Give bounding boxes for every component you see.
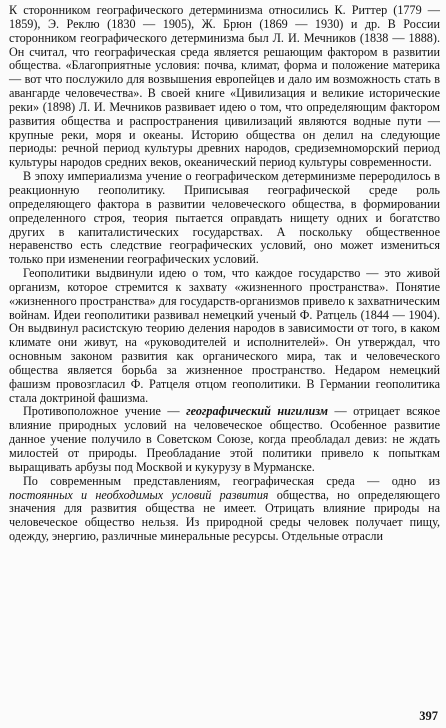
emphasis-necessary-conditions: постоянных и необходимых условий развития xyxy=(9,487,269,502)
paragraph-3: Геополитики выдвинули идею о том, что каждое государство — это живой организм, которое стремится к захвату «жизненного пространства». Понятие «жизненного пространства» для государств-организмов привело к захватническим войнам. Идеи геополитики развивал немецкий ученый Ф. Ратцель (1844 — 1904). Он выдвинул расистскую теорию деления народов в зависимости от того, в каком климате они живут, на «руководителей и исполнителей». Он утверждал, что основным законом развития как органического мира, так и человеческого общества является борьба за жизненное пространство. Недаром немецкий фашизм провозгласил Ф. Ратцеля отцом геополитики. В Германии геополитика стала доктриной фашизма. xyxy=(9,266,440,405)
paragraph-4-lead: Противоположное учение — xyxy=(23,404,187,419)
paragraph-5 xyxy=(9,475,440,544)
paragraph-2: В эпоху империализма учение о географическом детерминизме переродилось в реакционную геополитику. Приписывая географической среде роль определяющего фактора в развитии человеческого общества, в формировании определенного строя, теория пытается оправдать нищету одних и богатство других в капиталистических государствах. А поскольку общественное неравенство есть следствие географических условий, оно может измениться только при изменении географических условий. xyxy=(9,169,440,267)
paragraph-4 xyxy=(9,405,440,474)
paragraph-1: К сторонником географического детерминизма относились К. Риттер (1779 — 1859), Э. Реклю (1830 — 1905), Ж. Брюн (1869 — 1930) и др. В России сторонником географического детерминизма был Л. И. Мечников (1838 — 1888). Он считал, что географическая среда является решающим фактором в развитии общества. «Благоприятные условия: почва, климат, форма и положение материка — вот что послужило для возвышения европейцев и дало им возможность стать в авангарде человечества». В своей книге «Цивилизация и великие исторические реки» (1898) Л. И. Мечников развивает идею о том, что определяющим фактором развития общества и распространения цивилизаций являются водные пути — крупные реки, моря и океаны. Историю общества он делил на следующие периоды: речной период культуры древних народов, средиземноморский период культуры народов средних веков, океанический период культуры современности. xyxy=(9,3,440,170)
page-number: 397 xyxy=(419,709,438,723)
paragraph-4-rest: — отрицает всякое влияние природных условий на человеческое общество. Особенное развитие данное учение получило в Советском Союзе, когда преобладал девиз: не ждать милостей от природы. Преобладание этой политики привело к попыткам выращивать арбузы под Москвой и кукурузу в Мурманске. xyxy=(9,404,440,474)
paragraph-5-rest: общества, но определяющего значения для развития общества не имеет. Отрицать влияние природы на человеческое общество нельзя. Из природной среды человек получает пищу, одежду, энергию, различные минеральные ресурсы. Отдельные отрасли xyxy=(9,487,440,544)
page-body-text xyxy=(9,4,440,544)
term-geographic-nihilism: географический нигилизм xyxy=(186,404,329,419)
paragraph-5-lead: По современным представлениям, географическая среда — одно из xyxy=(23,473,440,488)
